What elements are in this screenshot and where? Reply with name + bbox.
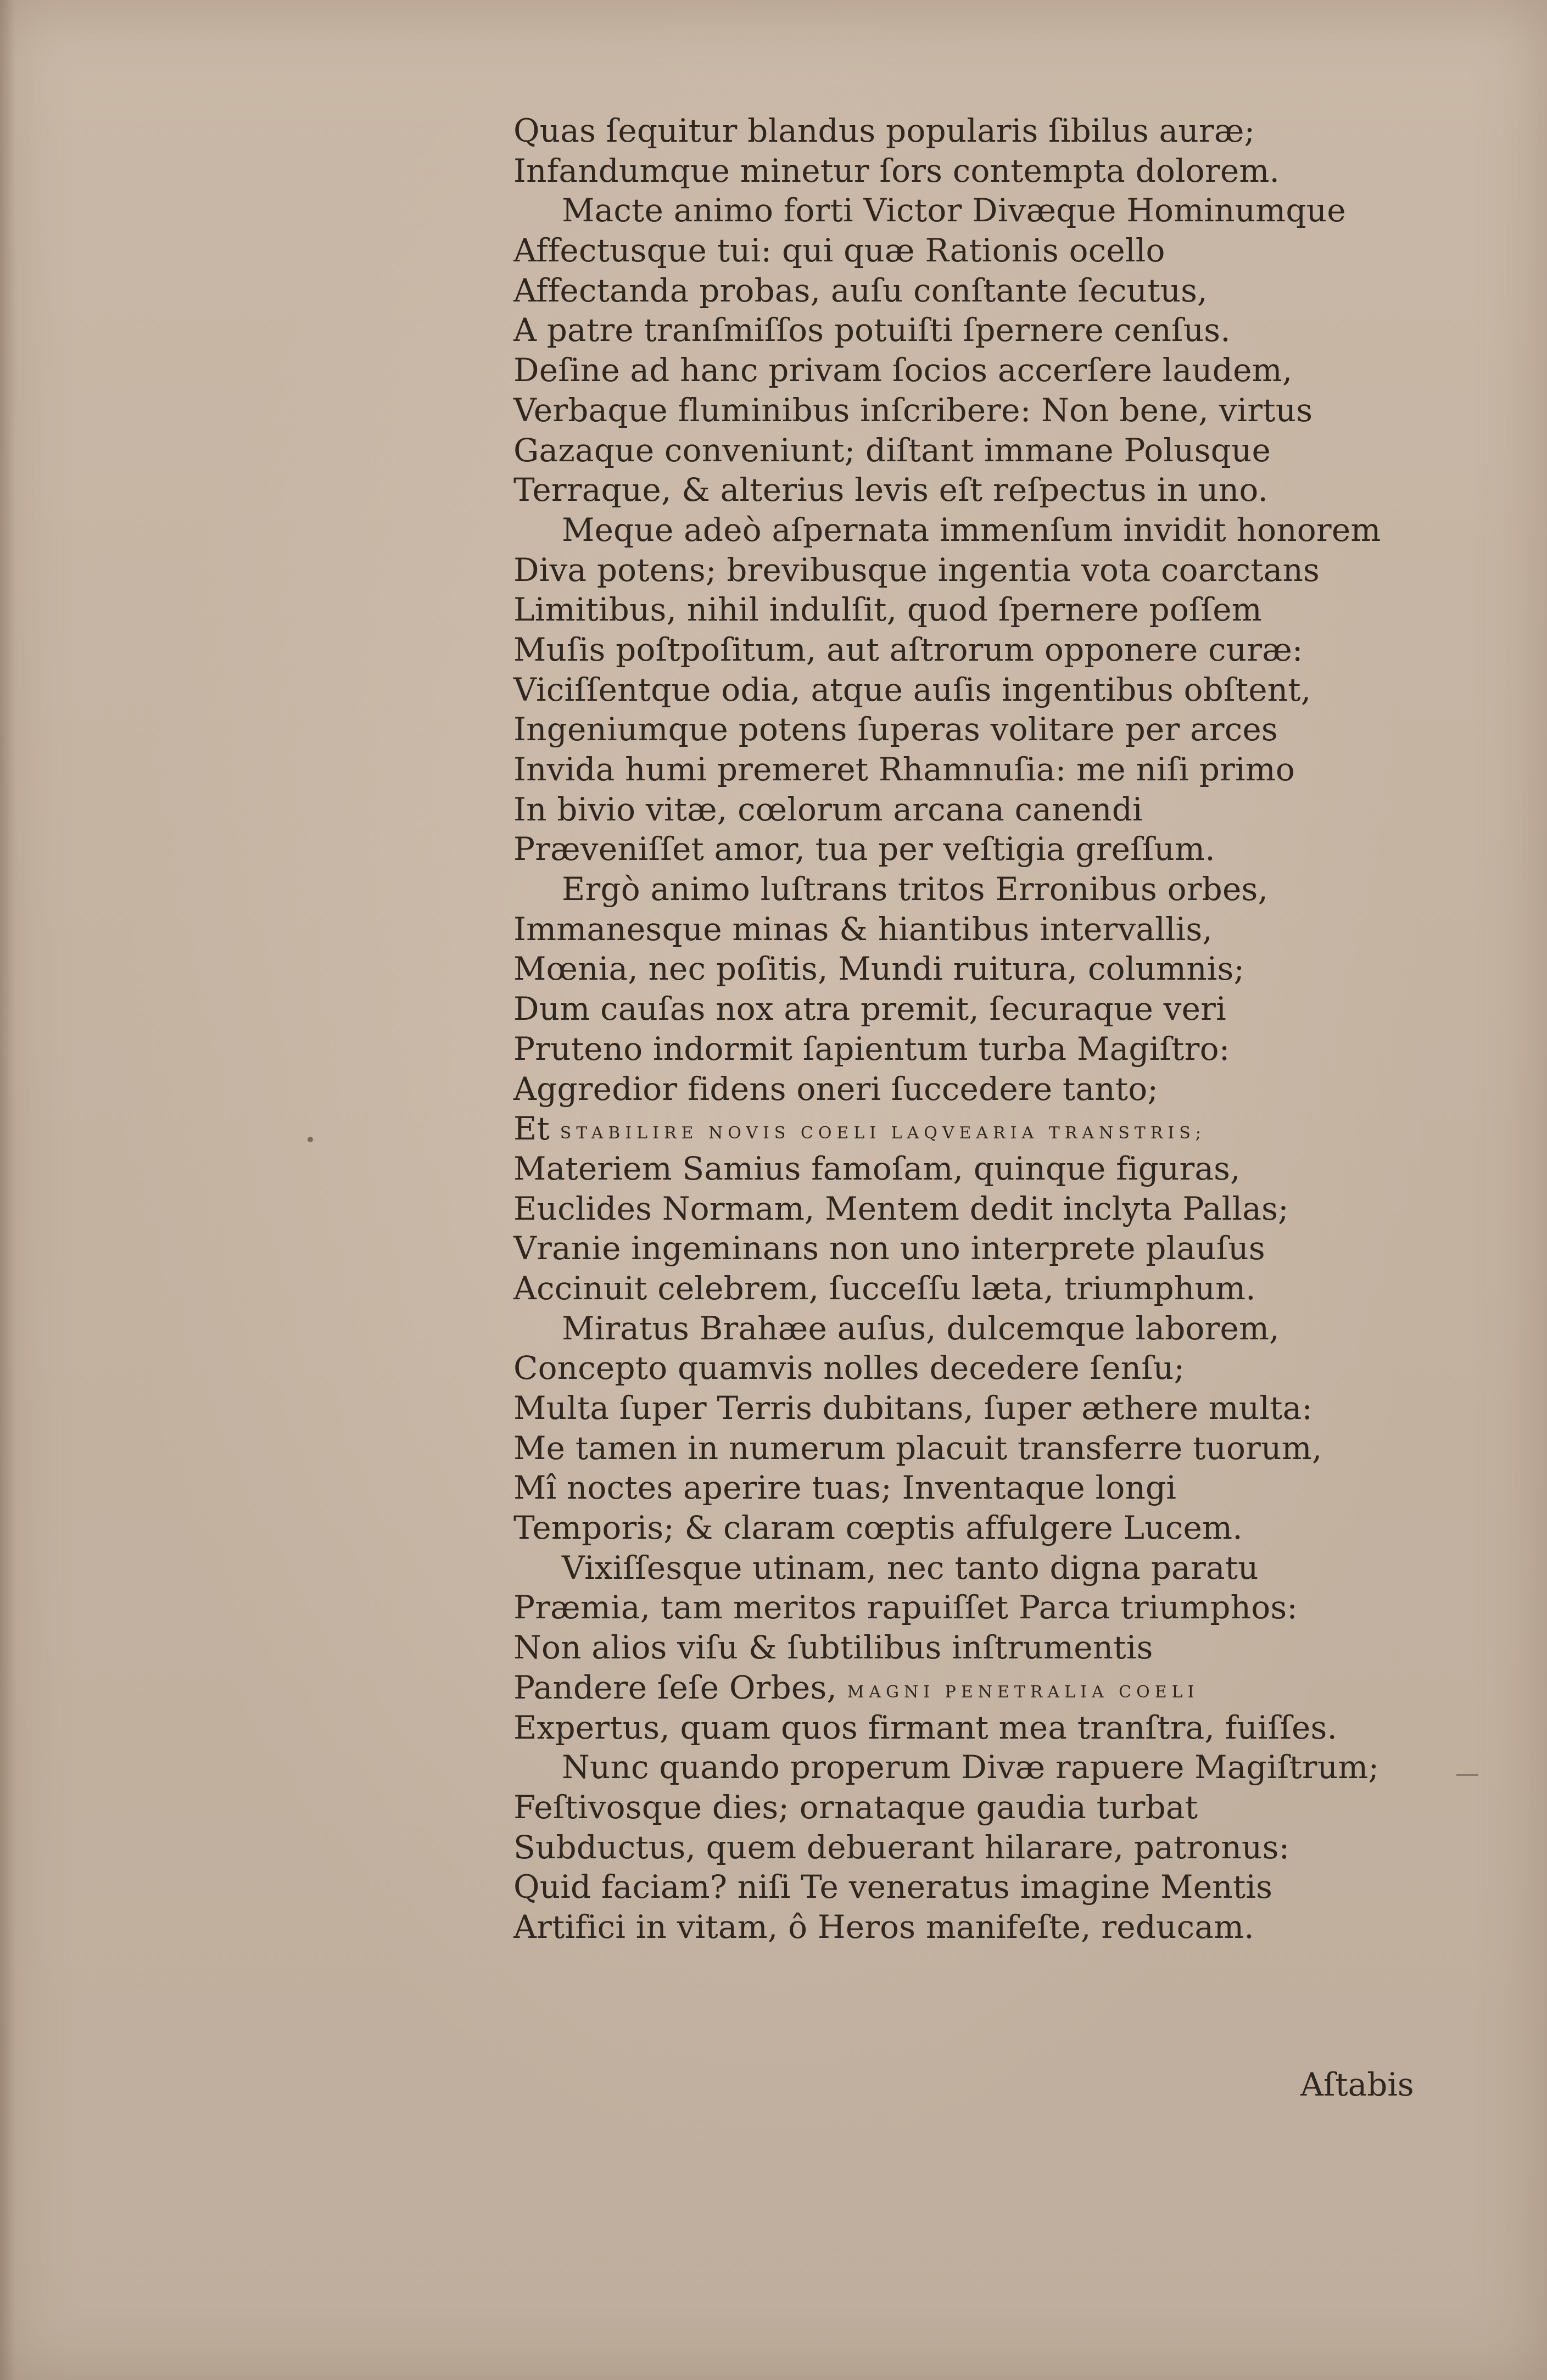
margin-mark <box>1456 1774 1478 1776</box>
poem-line <box>513 790 1425 830</box>
line-text: Invida humi premeret Rhamnuſia: me niſi primo <box>513 751 1295 788</box>
line-text: Immanesque minas & hiantibus intervallis, <box>513 910 1213 948</box>
poem-line <box>513 390 1425 431</box>
line-text: Præmia, tam meritos rapuiſſet Parca triumphos: <box>513 1589 1298 1627</box>
poem-line <box>513 909 1425 949</box>
line-text: Non alios viſu & ſubtilibus inſtrumentis <box>513 1629 1153 1667</box>
small-caps-phrase: MAGNI PENETRALIA COELI <box>847 1682 1199 1702</box>
poem-line <box>513 231 1425 271</box>
poem-line <box>513 510 1425 550</box>
poem-line <box>513 350 1425 390</box>
line-text: Quas ſequitur blandus popularis ſibilus auræ; <box>513 112 1255 149</box>
poem-text-block <box>513 111 1425 1947</box>
line-text: Ingeniumque potens ſuperas volitare per arces <box>513 711 1278 748</box>
poem-line <box>513 1828 1425 1868</box>
line-text: Expertus, quam quos firmant mea tranſtra, fuiſſes. <box>513 1708 1338 1746</box>
line-text: Affectusque tui: qui quæ Rationis ocello <box>513 232 1165 270</box>
line-text: Artifici in vitam, ô Heros manifeſte, reducam. <box>513 1908 1254 1946</box>
poem-line <box>513 670 1425 710</box>
poem-line <box>513 590 1425 630</box>
line-text: Temporis; & claram cœptis affulgere Lucem. <box>513 1509 1243 1547</box>
line-text: Accinuit celebrem, ſucceſſu læta, triumphum. <box>513 1269 1256 1307</box>
line-text: Terraque, & alterius levis eſt reſpectus in uno. <box>513 471 1269 509</box>
poem-line <box>513 1149 1425 1189</box>
poem-line <box>513 1588 1425 1628</box>
line-text: Verbaque fluminibus inſcribere: Non bene, virtus <box>513 391 1313 429</box>
poem-line <box>513 989 1425 1029</box>
line-text: Infandumque minetur ſors contempta dolorem. <box>513 152 1280 189</box>
line-text: Vixiſſesque utinam, nec tanto digna paratu <box>562 1549 1259 1586</box>
poem-line <box>513 1388 1425 1428</box>
line-text: Deſine ad hanc privam ſocios accerſere laudem, <box>513 351 1293 389</box>
poem-line <box>513 1109 1425 1149</box>
line-text: Feſtivosque dies; ornataque gaudia turbat <box>513 1788 1198 1826</box>
line-text: Muſis poſtpoſitum, aut aſtrorum opponere curæ: <box>513 630 1303 668</box>
paper-speck <box>308 1137 313 1142</box>
poem-line <box>513 829 1425 869</box>
poem-line <box>513 470 1425 510</box>
poem-line <box>513 1708 1425 1748</box>
line-text: Præveniſſet amor, tua per veſtigia greſſum. <box>513 830 1215 868</box>
poem-line <box>513 750 1425 790</box>
poem-line <box>513 630 1425 670</box>
line-text: Ergò animo luſtrans tritos Erronibus orbes, <box>562 870 1269 908</box>
line-text: Aggredior fidens oneri ſuccedere tanto; <box>513 1070 1159 1108</box>
poem-line <box>513 1069 1425 1109</box>
poem-line <box>513 709 1425 750</box>
poem-line <box>513 1428 1425 1468</box>
poem-line <box>513 1189 1425 1229</box>
poem-line <box>513 869 1425 909</box>
line-text: Mî noctes aperire tuas; Inventaque longi <box>513 1469 1177 1507</box>
poem-line <box>513 1029 1425 1069</box>
poem-line <box>513 271 1425 311</box>
line-text: Quid faciam? niſi Te veneratus imagine Mentis <box>513 1868 1273 1906</box>
poem-line <box>513 1228 1425 1269</box>
poem-line <box>513 1348 1425 1388</box>
poem-line <box>513 1628 1425 1668</box>
poem-line <box>513 1269 1425 1309</box>
poem-line <box>513 1747 1425 1787</box>
line-text: Affectanda probas, auſu conſtante ſecutus, <box>513 271 1208 309</box>
poem-line <box>513 1907 1425 1947</box>
line-text: Diva potens; brevibusque ingentia vota coarctans <box>513 551 1320 589</box>
line-text: Concepto quamvis nolles decedere ſenſu; <box>513 1349 1185 1387</box>
line-text: Viciſſentque odia, atque auſis ingentibus obſtent, <box>513 671 1311 708</box>
poem-line <box>513 1309 1425 1349</box>
line-text: Limitibus, nihil indulſit, quod ſpernere poſſem <box>513 591 1262 629</box>
line-text: Vranie ingeminans non uno interprete plauſus <box>513 1230 1265 1267</box>
line-text: Mœnia, nec poſitis, Mundi ruitura, columnis; <box>513 950 1245 988</box>
poem-line <box>513 1867 1425 1907</box>
line-text: Multa ſuper Terris dubitans, ſuper æthere multa: <box>513 1389 1313 1427</box>
line-text: In bivio vitæ, cœlorum arcana canendi <box>513 790 1143 828</box>
poem-line <box>513 151 1425 191</box>
line-text: Gazaque conveniunt; diſtant immane Polusque <box>513 431 1271 469</box>
line-text: Nunc quando properum Divæ rapuere Magiſtrum; <box>562 1748 1380 1786</box>
poem-line <box>513 1668 1425 1708</box>
line-text: Meque adeò aſpernata immenſum invidit honorem <box>562 511 1381 549</box>
line-text: A patre tranſmiſſos potuiſti ſpernere cenſus. <box>513 311 1231 349</box>
poem-line <box>513 1548 1425 1588</box>
line-text: Macte animo forti Victor Divæque Hominumque <box>562 192 1346 230</box>
line-text: Materiem Samius famoſam, quinque figuras, <box>513 1149 1241 1187</box>
small-caps-phrase: STABILIRE NOVIS COELI LAQVEARIA TRANSTRIS; <box>560 1124 1206 1143</box>
poem-line <box>513 431 1425 471</box>
line-text: Euclides Normam, Mentem dedit inclyta Pallas; <box>513 1189 1289 1227</box>
catchword: Aſtabis <box>1300 2066 1414 2103</box>
poem-line <box>513 949 1425 989</box>
line-text: Miratus Brahæe auſus, dulcemque laborem, <box>562 1309 1280 1347</box>
poem-line <box>513 111 1425 151</box>
poem-line <box>513 310 1425 350</box>
poem-line <box>513 1787 1425 1828</box>
poem-line <box>513 1508 1425 1548</box>
line-text: Dum cauſas nox atra premit, ſecuraque veri <box>513 990 1226 1028</box>
line-text: Subductus, quem debuerant hilarare, patronus: <box>513 1828 1290 1866</box>
line-text: Me tamen in numerum placuit transferre tuorum, <box>513 1429 1322 1467</box>
poem-line <box>513 550 1425 590</box>
line-text: Pandere ſeſe Orbes, <box>513 1668 847 1706</box>
poem-line <box>513 1468 1425 1508</box>
line-text: Et <box>513 1110 560 1148</box>
poem-line <box>513 191 1425 231</box>
line-text: Pruteno indormit ſapientum turba Magiſtro: <box>513 1030 1230 1068</box>
